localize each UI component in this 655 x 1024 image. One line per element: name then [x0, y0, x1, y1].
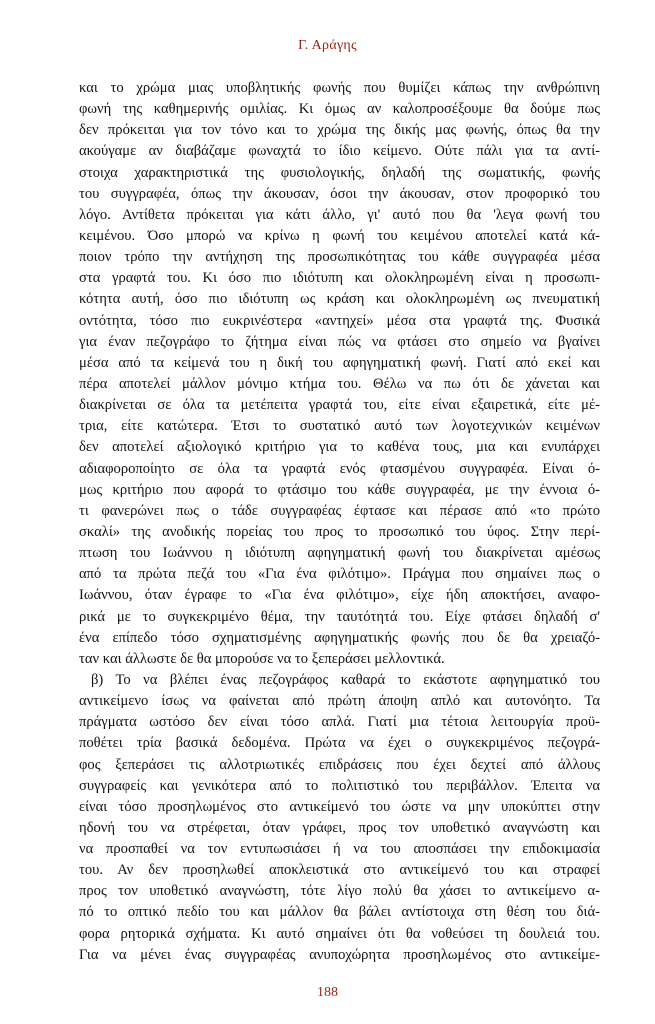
text-line: μως κριτήριο που αφορά το φτάσιμο του κάθε συγγραφέα, με την έννοια ό-	[79, 481, 600, 498]
text-line: να προσπαθεί να τον εντυπωσιάσει ή να του αποσπάσει την επιδοκιμασία	[79, 841, 600, 858]
text-line: πέρα αποτελεί μάλλον μόνιμο κτήμα του. Θέλω να πω ότι δε χάνεται και	[79, 375, 600, 392]
text-line: κότητα αυτή, όσο πιο ιδιότυπη ως κράση και ολοκληρωμένη ως πνευματική	[79, 291, 600, 308]
text-line: μέσα από τα κείμενά του η δική του αφηγηματική φωνή. Γιατί από εκεί και	[79, 354, 600, 371]
text-line: πτωση του Ιωάννου η ιδιότυπη αφηγηματική φωνή του διακρίνεται αμέσως	[79, 545, 600, 562]
text-line: του συγγραφέα, όπως την άκουσαν, όσοι την άκουσαν, στον προφορικό του	[79, 185, 600, 202]
text-line: ένα επίπεδο τόσο σχηματισμένης αφηγηματικής φωνής που δε θα χρειαζό-	[79, 629, 600, 646]
text-line: Για να μένει ένας συγγραφέας ανυποχώρητα προσηλωμένος στο αντικείμε-	[79, 946, 600, 963]
text-line: ποθέτει τρία βασικά δεδομένα. Πρώτα να έχει ο συγκεκριμένος πεζογρά-	[79, 735, 600, 752]
text-line: του. Αν δεν προσηλωθεί αποκλειστικά στο αντικείμενό του και στραφεί	[79, 862, 600, 879]
text-line: φορα ρητορικά σχήματα. Κι αυτό σημαίνει ότι θα νοθεύσει τη δουλειά του.	[79, 925, 600, 942]
paragraph-start-line: β) Το να βλέπει ένας πεζογράφος καθαρά το εκάστοτε αφηγηματικό του	[91, 671, 600, 688]
running-title: Γ. Αράγης	[298, 38, 357, 53]
text-line: πό το οπτικό πεδίο του και μάλλον θα βάλει αντίστοιχα στη θέση του διά-	[79, 904, 600, 921]
text-line: κειμένου. Όσο μπορώ να κρίνω η φωνή του κειμένου αποτελεί κατά κά-	[79, 227, 600, 244]
text-line: από τα πρώτα πεζά του «Για ένα φιλότιμο». Πράγμα που σημαίνει πως ο	[79, 566, 600, 583]
text-line: δεν πρόκειται για τον τόνο και το χρώμα της δικής μας φωνής, όπως θα την	[79, 122, 600, 139]
text-line: πράγματα ωστόσο δεν είναι τόσο απλά. Γιατί μια τέτοια λειτουργία προϋ-	[79, 714, 600, 731]
text-line: ρικά με το συγκεκριμένο θέμα, την ταυτότητά του. Είχε φτάσει δηλαδή σ'	[79, 608, 600, 625]
text-line: τρια, είτε κατώτερα. Έτσι το συστατικό αυτό των λογοτεχνικών κειμένων	[79, 418, 600, 435]
text-line: δεν αποτελεί αξιολογικό κριτήριο για το καθένα τους, μια και ενυπάρχει	[79, 439, 600, 456]
text-line: λόγο. Αντίθετα πρόκειται για κάτι άλλο, γι' αυτό που θα 'λεγα φωνή του	[79, 206, 600, 223]
text-line: τι φανερώνει πως ο τάδε συγγραφέας έφτασε και πέρασε από «το πρώτο	[79, 502, 600, 519]
text-line: αδιαφοροποίητο σε όλα τα γραφτά ενός φτασμένου συγγραφέα. Είναι ό-	[79, 460, 600, 477]
text-line: και το χρώμα μιας υποβλητικής φωνής που θυμίζει κάπως την ανθρώπινη	[79, 80, 600, 96]
text-line: ταν και άλλωστε δε θα μπορούσε να το ξεπεράσει μελλοντικά.	[79, 650, 445, 667]
text-line: διακρίνεται σε όλα τα μετέπειτα γραφτά του, είτε είναι εξαιρετικά, είτε μέ-	[79, 397, 600, 414]
text-line: αντικείμενο ίσως να φαίνεται από πρώτη άποψη απλό και αυτονόητο. Τα	[79, 693, 600, 710]
text-line: Ιωάννου, όταν έγραφε το «Για ένα φιλότιμο», είχε ήδη αποκτήσει, αναφο-	[79, 587, 600, 604]
text-line: ηδονή του να στρέφεται, όταν γράφει, προς τον υποθετικό αναγνώστη και	[79, 819, 600, 836]
page-number: 188	[317, 985, 338, 1000]
text-line: στα γραφτά του. Κι όσο πιο ιδιότυπη και ολοκληρωμένη είναι η προσωπι-	[79, 270, 600, 287]
text-line: στοιχα χαρακτηριστικά της φυσιολογικής, δηλαδή της σωματικής, φωνής	[79, 164, 600, 181]
text-line: για έναν πεζογράφο το ζήτημα είναι πώς να φτάσει στο σημείο να βγαίνει	[79, 333, 600, 350]
text-line: σκαλί» της ανοδικής πορείας του προς το προσωπικό του ύφος. Στην περί-	[79, 523, 600, 540]
text-line: είναι τόσο προσηλωμένος στο αντικείμενό του ώστε να μην υποκύπτει στην	[79, 798, 600, 815]
text-line: οντότητα, τόσο πιο ευκρινέστερα «αντηχεί» μέσα στα γραφτά της. Φυσικά	[79, 312, 600, 329]
text-line: ακούγαμε αν διαβάζαμε φωναχτά το ίδιο κείμενο. Ούτε πάλι για τα αντί-	[79, 143, 600, 160]
text-line: συγγραφείς και γενικότερα από το πολιτιστικό του περιβάλλον. Έπειτα να	[79, 777, 600, 794]
text-line: προς τον υποθετικό αναγνώστη, τότε λίγο πολύ θα χάσει το αντικείμενο α-	[79, 883, 600, 900]
text-line: ποιον τρόπο την αντήχηση της προσωπικότητας του κάθε συγγραφέα μέσα	[79, 249, 600, 266]
text-line: φωνή της καθημερινής ομιλίας. Κι όμως αν καλοπροσέξουμε θα δούμε πως	[79, 101, 600, 118]
body-text	[79, 78, 600, 966]
text-line: φος ξεπεράσει τις αλλοτριωτικές επιδράσεις που έχει δεχτεί από άλλους	[79, 756, 600, 773]
